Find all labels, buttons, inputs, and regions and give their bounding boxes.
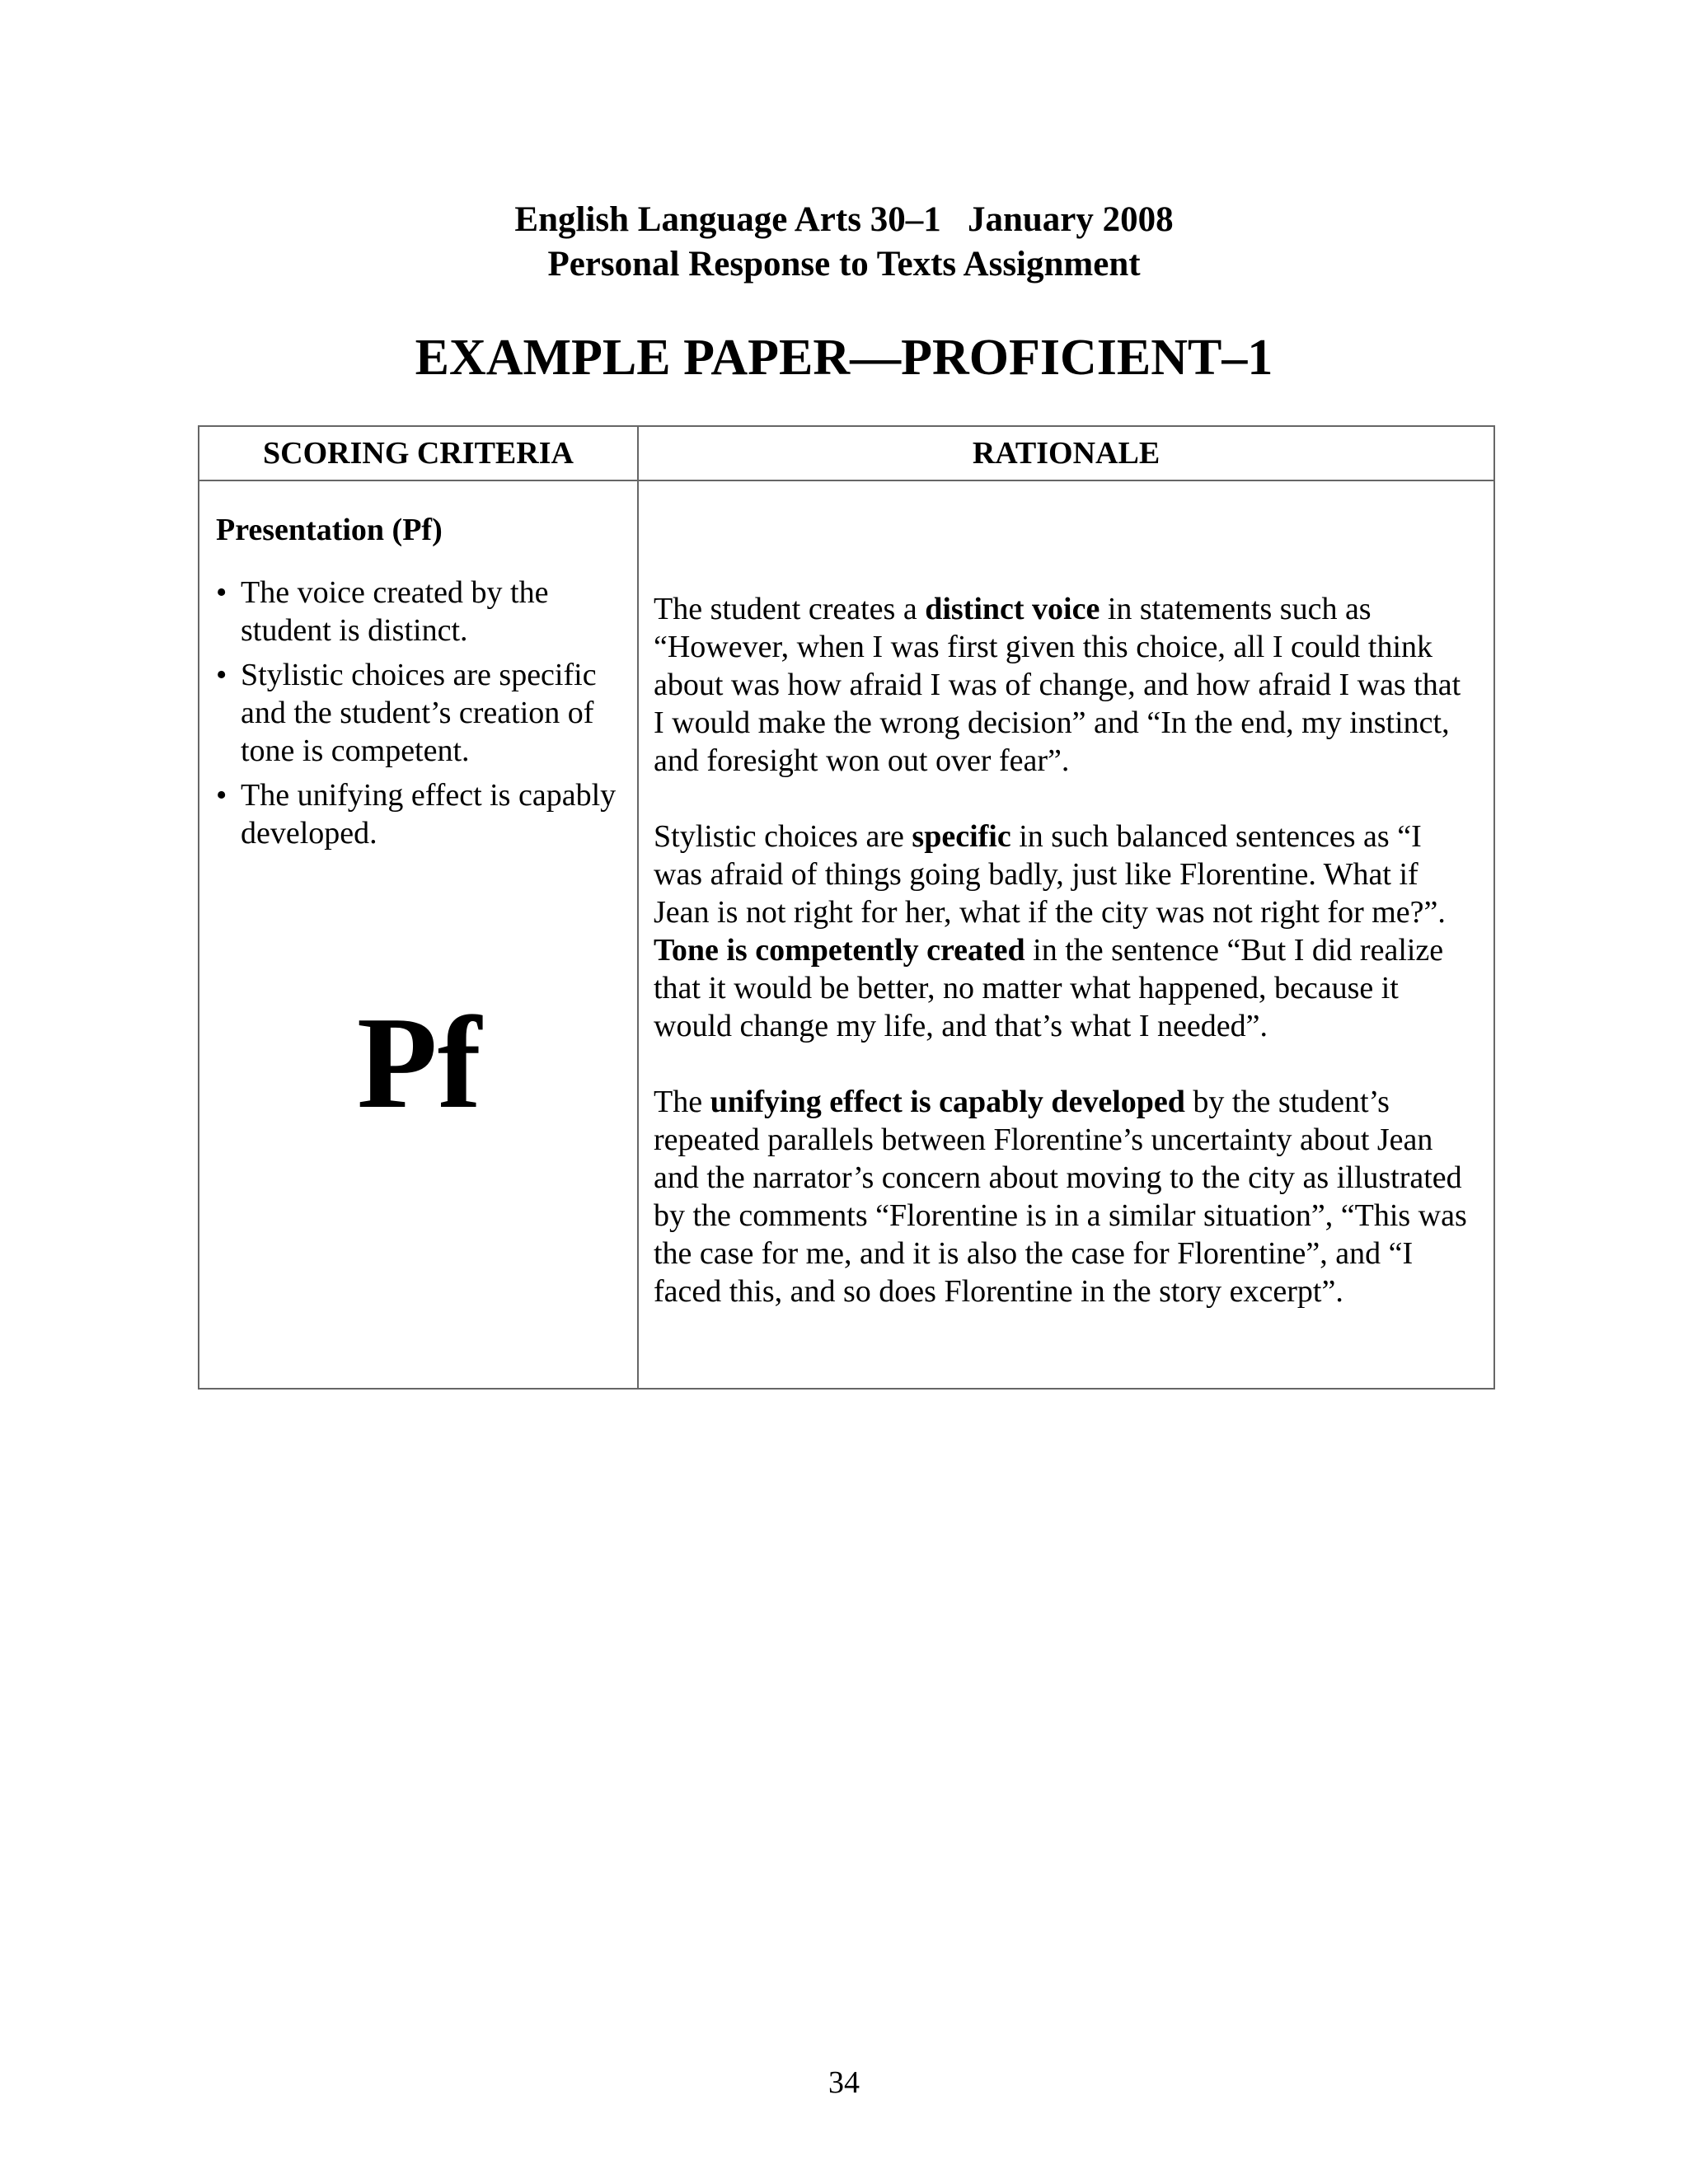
text-run: The <box>654 1085 710 1119</box>
rationale-paragraph-style <box>654 818 1477 1045</box>
page-number: 34 <box>828 2065 860 2100</box>
scoring-table <box>198 425 1495 1390</box>
scoring-criteria-header: SCORING CRITERIA <box>199 426 638 480</box>
criteria-item-text: The unifying effect is capably developed. <box>241 778 617 851</box>
text-run: The student creates a <box>654 592 926 626</box>
table-row <box>199 480 1494 1389</box>
rationale-paragraph-unifying <box>654 1083 1477 1310</box>
bullet-marker: • <box>216 575 227 610</box>
criteria-item <box>216 574 622 649</box>
rationale-cell <box>638 480 1494 1389</box>
page-title: EXAMPLE PAPER—PROFICIENT–1 <box>415 330 1273 386</box>
text-run: Stylistic choices are <box>654 819 912 854</box>
text-run: by the student’s repeated parallels between Florentine’s uncertainty about Jean and the narrator’s concern about moving to the city as illustrated by the comments “Florentine is in a similar situation”, “This was the case for me, and it is also the case for Florentine”, and “I faced this, and so does Florentine in the story excerpt”. <box>654 1085 1467 1309</box>
bold-phrase: distinct voice <box>925 592 1100 626</box>
criteria-heading: Presentation (Pf) <box>216 513 443 547</box>
rationale-header: RATIONALE <box>638 426 1494 480</box>
bold-phrase: unifying effect is capably developed <box>710 1085 1185 1119</box>
criteria-item <box>216 776 622 852</box>
bold-phrase: specific <box>912 819 1011 854</box>
criteria-cell <box>199 480 638 1389</box>
rationale-paragraph-voice <box>654 590 1477 780</box>
bullet-marker: • <box>216 778 227 813</box>
criteria-item-text: The voice created by the student is distinct. <box>241 575 549 648</box>
header-course-line: English Language Arts 30–1 January 2008 <box>514 200 1174 239</box>
text-run: in such balanced sentences as “I was afraid of things going badly, just like Florentine. What if Jean is not right for her, what if the city was not right for me?”. <box>654 819 1446 930</box>
text-run: in statements such as “However, when I was first given this choice, all I could think about was how afraid I was of change, and how afraid I was that I would make the wrong decision” and “In the end, my instinct, and foresight won out over fear”. <box>654 592 1461 778</box>
bold-phrase: Tone is competently created <box>654 933 1025 968</box>
criteria-item-text: Stylistic choices are specific and the student’s creation of tone is competent. <box>241 658 597 768</box>
table-header-row <box>199 426 1494 480</box>
score-mark: Pf <box>356 989 481 1136</box>
criteria-list <box>216 574 622 852</box>
header-assignment-line: Personal Response to Texts Assignment <box>547 245 1141 284</box>
document-header <box>0 198 1688 287</box>
text-run: in the sentence “But I did realize that it would be better, no matter what happened, because it would change my life, and that’s what I needed”. <box>654 933 1444 1043</box>
bullet-marker: • <box>216 658 227 692</box>
criteria-item <box>216 656 622 770</box>
